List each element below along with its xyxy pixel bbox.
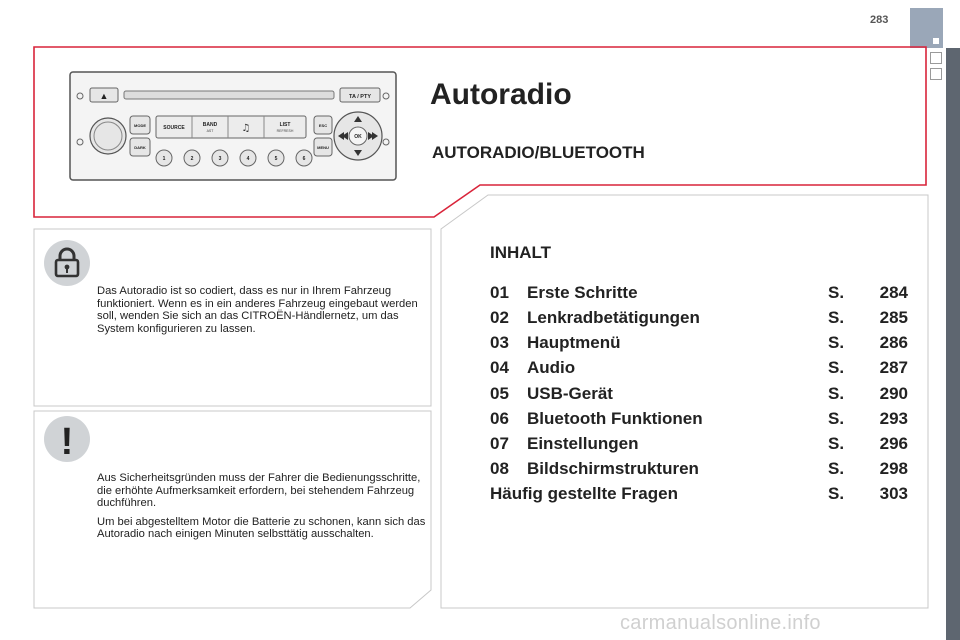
toc-item-page-prefix: S.: [828, 358, 845, 377]
toc-item-03[interactable]: [490, 333, 908, 357]
warning-notice-text: [97, 472, 427, 547]
toc-item-05[interactable]: [490, 384, 908, 408]
toc-item-page-prefix: S.: [828, 459, 845, 478]
toc-item-02[interactable]: [490, 308, 908, 332]
watermark: carmanualsonline.info: [620, 612, 821, 634]
toc-item-label: Erste Schritte: [527, 283, 638, 302]
list-label: LIST: [279, 122, 291, 128]
eject-icon: ▲: [99, 91, 109, 101]
toc-item-page-prefix: S.: [828, 384, 845, 403]
toc-item-page: 285: [879, 308, 908, 327]
toc-item-01[interactable]: [490, 283, 908, 307]
toc-item-page: 284: [879, 283, 908, 302]
preset-1-label: 1: [162, 156, 166, 162]
toc-item-number: 02: [490, 308, 509, 327]
toc-item-08[interactable]: [490, 459, 908, 483]
toc-item-label: Hauptmenü: [527, 333, 621, 352]
security-notice-icon-wrap: [44, 240, 90, 286]
padlock-icon: [44, 240, 90, 286]
toc-item-label: Einstellungen: [527, 434, 639, 453]
warning-exclamation-icon: [44, 416, 90, 462]
security-notice-text: [97, 285, 427, 341]
toc-item-page-prefix: S.: [828, 308, 845, 327]
toc-heading: INHALT: [490, 243, 552, 262]
toc-item-page: 296: [879, 434, 908, 453]
warning-exclamation-glyph: !: [60, 421, 74, 462]
toc-item-page: 290: [879, 384, 908, 403]
dark-label: DARK: [134, 145, 146, 150]
warning-notice-paragraph-1: Aus Sicherheitsgründen muss der Fahrer die Bedienungsschritte, die erhöhte Aufmerksamkeit erfordern, bei stehendem Fahrzeug duchführen.: [97, 472, 421, 509]
toc-item-label: Bluetooth Funktionen: [527, 409, 703, 428]
page-title: Autoradio: [430, 78, 572, 111]
toc-item-number: 03: [490, 333, 509, 352]
toc-item-06[interactable]: [490, 409, 908, 433]
toc-item-page-prefix: S.: [828, 434, 845, 453]
mode-label: MODE: [134, 123, 146, 128]
toc-item-number: 01: [490, 283, 509, 302]
toc-item-page: 298: [879, 459, 908, 478]
toc-item-page-prefix: S.: [828, 484, 845, 503]
preset-4-label: 4: [246, 156, 250, 162]
menu-label: MENU: [317, 145, 329, 150]
toc-item-number: 07: [490, 434, 509, 453]
ta-pty-label: TA / PTY: [349, 94, 371, 100]
security-notice-paragraph: Das Autoradio ist so codiert, dass es nur in Ihrem Fahrzeug funktioniert. Wenn es in ein anderes Fahrzeug eingebaut werden soll, wenden Sie sich an das CITROËN-Händlernetz, um das System konfigurieren zu lassen.: [97, 285, 418, 335]
warning-notice-icon-wrap: [44, 416, 90, 462]
toc-item-label: USB-Gerät: [527, 384, 613, 403]
toc-item-label: Lenkradbetätigungen: [527, 308, 700, 327]
preset-3-label: 3: [218, 156, 222, 162]
toc-item-number: 06: [490, 409, 509, 428]
toc-item-page: 287: [879, 358, 908, 377]
esc-label: ESC: [318, 123, 328, 128]
toc-item-number: 04: [490, 358, 509, 377]
preset-6-label: 6: [302, 156, 306, 162]
toc-item-number: 08: [490, 459, 509, 478]
toc-item-number: 05: [490, 384, 509, 403]
toc-item-label: Audio: [527, 358, 576, 377]
toc-item-label: Bildschirmstrukturen: [527, 459, 699, 478]
music-note-icon: ♫: [241, 123, 251, 134]
preset-5-label: 5: [274, 156, 278, 162]
source-label: SOURCE: [163, 125, 185, 131]
toc-item-page: 293: [879, 409, 908, 428]
toc-item-07[interactable]: [490, 434, 908, 458]
page-subtitle: AUTORADIO/BLUETOOTH: [432, 143, 645, 162]
radio-panel-illustration: [68, 70, 398, 182]
toc-item-faq[interactable]: [490, 484, 908, 508]
warning-notice-paragraph-2: Um bei abgestelltem Motor die Batterie zu schonen, kann sich das Autoradio nach einigen Minuten selbsttätig ausschalten.: [97, 515, 426, 540]
band-sub-label: AST: [206, 129, 214, 133]
band-label: BAND: [202, 122, 218, 128]
toc-item-page: 286: [879, 333, 908, 352]
toc-item-label: Häufig gestellte Fragen: [490, 484, 678, 503]
toc-item-page: 303: [879, 484, 908, 503]
toc-item-page-prefix: S.: [828, 333, 845, 352]
page-number: 283: [870, 14, 889, 26]
toc-item-page-prefix: S.: [828, 409, 845, 428]
ok-label: OK: [354, 134, 362, 140]
list-sub-label: REFRESH: [276, 129, 294, 133]
preset-2-label: 2: [190, 156, 194, 162]
toc-item-04[interactable]: [490, 358, 908, 382]
toc-item-page-prefix: S.: [828, 283, 845, 302]
